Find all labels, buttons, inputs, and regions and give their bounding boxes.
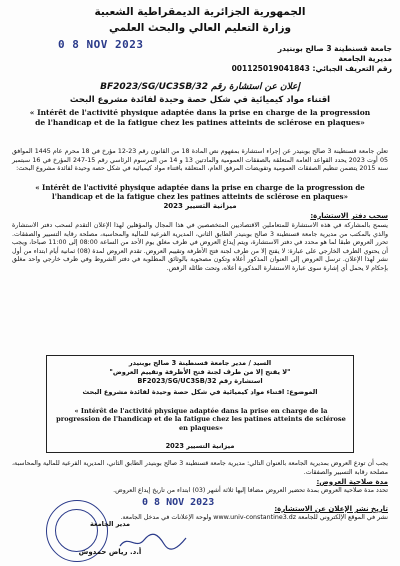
section-heading-withdrawal: سحب دفتر الاستشارة: — [310, 212, 388, 220]
submission-paragraph: يجب أن تودع العروض بمديرية الجامعة بالعنوان التالي: مديرية جامعة قسنطينة 3 صالح بوبنيدر الطابق الثاني، المديرية الفرعية للمالية والمحاسبة، مصلحة رقابة التسيير والصفقات. — [12, 460, 388, 476]
announcement-ref — [0, 82, 400, 92]
intro-fr-title: « Intérêt de l'activité physique adaptée dans la prise en charge de la progression de l'handicap et de la fatigue chez les patines atteints de sclérose en plaques» — [35, 183, 365, 201]
signature-title: مدير الجامعة — [90, 520, 130, 528]
ministry-header: وزارة التعليم العالي والبحث العلمي — [108, 22, 292, 34]
tax-id: رقم التعريف الجبائي: 001125019041843 — [231, 64, 392, 73]
university-directorate: مديرية الجامعة — [338, 54, 392, 63]
envelope-subject: الموضوع: اقتناء مواد كيميائية في شكل حصة وحيدة لفائدة مشروع البحث — [82, 388, 318, 396]
budget-line: ميزانية التسيير 2023 — [163, 202, 237, 210]
official-seal-inner-ring — [55, 509, 98, 552]
envelope-notice: "لا يفتح إلا من طرف لجنة فتح الأظرفة وتقييم العروض" — [109, 368, 291, 376]
announcement-ref-prefix: إعلان عن استشارة رقم — [211, 82, 300, 92]
envelope-fr-title: « Intérêt de l'activité physique adaptée dans la prise en charge de la progression de l'handicap et de la fatigue chez les patines atteints de sclérose en plaques» — [56, 407, 346, 432]
section-heading-publication: تاريخ نشر الإعلان عن الاستشارة: — [274, 505, 388, 513]
announcement-ref-code: BF2023/SG/UC3SB/32 — [100, 82, 208, 92]
validity-paragraph: تحدد مدة صلاحية العروض بمدة تحضير العروض مضافا إليها ثلاثة أشهر (03) ابتداء من تاريخ إيداع العروض. — [113, 487, 388, 494]
publication-paragraph: نشر في الموقع الإلكتروني للجامعة www.univ-constantine3.dz ولوحة الإعلانات في مدخل الجامعة. — [120, 514, 388, 521]
withdrawal-paragraph: يسمح بالمشاركة في هذه الاستشارة للمتعاملين الاقتصاديين المتخصصين في هذا المجال والمؤهلين لهذا الإعلان التقدم لسحب دفتر الاستشارة والذي بالمكتب من مديرية جامعة قسنطينة 3 صالح بوبنيدر الطابق الثاني، المديرية الفرعية للمالية والمحاسبة، مصلحة رقابة التسيير والصفقات. تحرر العروض طبقا لما هو محدد في دفتر الاستشارة، ويتم إيداع العروض في ظرف مغلق يوم الأحد من الساعة 08:00 إلى 11:00 صباحا، ويجب أن يحتوي الظرف الخارجي على عبارة: لا يفتح إلا من طرف لجنة فتح الأظرفة وتقييم العروض. تقدم العروض لمدة (08) ثمانية أيام ابتداء من أول نشر لهذا الإعلان. ترسل العروض إلى العنوان المذكور أعلاه وتكون مصحوبة بالوثائق المطلوبة في دفتر الشروط وفي ظرف خارجي واحد مغلق بإحكام لا يحمل أي إشارة سوى عبارة الاستشارة المذكورة أعلاه، وتحت طائلة الرفض. — [12, 222, 388, 272]
announcement-title-ar: اقتناء مواد كيميائية في شكل حصة وحيدة لفائدة مشروع البحث — [69, 95, 331, 105]
date-stamp-bottom: 0 8 NOV 2023 — [142, 497, 215, 508]
section-heading-validity: مدة صلاحية العروض: — [316, 478, 388, 486]
university-name: جامعة قسنطينة 3 صالح بوبنيدر — [277, 44, 392, 53]
envelope-recipient: السيد / مدير جامعة قسنطينة 3 صالح بوبنيدر — [128, 359, 272, 367]
envelope-box — [46, 355, 354, 453]
signature-name: أ.د. رياض حمدوش — [78, 548, 142, 556]
date-stamp: 0 8 NOV 2023 — [58, 38, 144, 51]
announcement-title-fr: « Intérêt de l'activité physique adaptée dans la prise en charge de la progression de l'handicap et de la fatigue chez les patines atteints de sclérose en plaques» — [29, 108, 371, 127]
envelope-budget: ميزانية التسيير 2023 — [165, 442, 235, 450]
republic-header: الجمهورية الجزائرية الديمقراطية الشعبية — [94, 6, 306, 18]
intro-paragraph: تعلن جامعة قسنطينة 3 صالح بوبنيدر عن إجراء استشارة بمفهوم نص المادة 18 من القانون رقم 23-12 مؤرخ في 18 محرم عام 1445 الموافق 05 أوت 2023 يحدد القواعد العامة المتعلقة بالصفقات العمومية والمادتين 13 و 14 من المرسوم الرئاسي رقم 15-247 المؤرخ في 16 سبتمبر سنة 2015 يتضمن تنظيم الصفقات العمومية وتفويضات المرفق العام، المتعلقة باقتناء مواد كيميائية في شكل حصة وحيدة لفائدة مشروع البحث: — [12, 148, 389, 173]
envelope-ref: استشارة رقم BF2023/SG/UC3SB/32 — [137, 377, 263, 385]
